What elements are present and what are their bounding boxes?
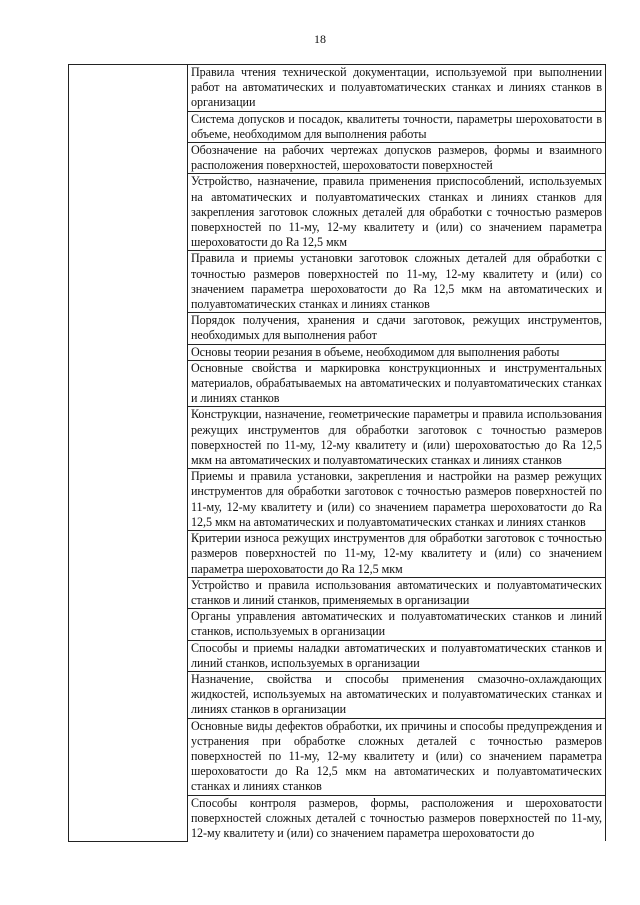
requirement-cell: Правила чтения технической документации, используемой при выполнении работ на автоматических и полуавтоматических станках и линиях станков в организации [188,65,606,112]
label-column-cell [69,65,188,842]
requirement-cell: Конструкции, назначение, геометрические параметры и правила использования режущих инструментов для обработки заготовок с точностью размеров поверхностей по 11-му, 12-му квалитету и (или) шероховатостью до Ra 12,5 мкм на автоматических и полуавтоматических станках и линиях станков [188,407,606,469]
requirement-cell: Обозначение на рабочих чертежах допусков размеров, формы и взаимного расположения поверхностей, шероховатости поверхностей [188,143,606,174]
table-row [69,65,606,112]
requirement-cell: Критерии износа режущих инструментов для обработки заготовок с точностью размеров поверхностей по 11-му, 12-му квалитету и (или) со значением параметра шероховатости до Ra 12,5 мкм [188,531,606,578]
requirement-cell: Приемы и правила установки, закрепления и настройки на размер режущих инструментов для обработки заготовок с точностью размеров поверхностей по 11-му, 12-му квалитету и (или) со значением параметра шероховатости до Ra 12,5 мкм на автоматических и полуавтоматических станках и линиях станков [188,469,606,531]
requirement-cell: Способы контроля размеров, формы, расположения и шероховатости поверхностей сложных деталей с точностью размеров поверхностей по 11-му, 12-му квалитету и (или) со значением параметра шероховатости до [188,795,606,841]
requirement-cell: Порядок получения, хранения и сдачи заготовок, режущих инструментов, необходимых для выполнения работ [188,313,606,344]
requirement-cell: Способы и приемы наладки автоматических и полуавтоматических станков и линий станков, используемых в организации [188,640,606,671]
requirement-cell: Назначение, свойства и способы применения смазочно-охлаждающих жидкостей, используемых на автоматических и полуавтоматических станках и линиях станков в организации [188,671,606,718]
knowledge-requirements-table [68,64,606,842]
requirement-cell: Основные свойства и маркировка конструкционных и инструментальных материалов, обрабатываемых на автоматических и полуавтоматических станках и линиях станков [188,360,606,407]
requirement-cell: Система допусков и посадок, квалитеты точности, параметры шероховатости в объеме, необходимом для выполнения работы [188,111,606,142]
page-number: 18 [314,32,326,46]
requirement-cell: Органы управления автоматических и полуавтоматических станков и линий станков, используемых в организации [188,609,606,640]
requirement-cell: Основы теории резания в объеме, необходимом для выполнения работы [188,344,606,360]
requirement-cell: Устройство, назначение, правила применения приспособлений, используемых на автоматических и полуавтоматических станках и линиях станков для закрепления заготовок сложных деталей для обработки с точностью размеров поверхностей по 11-му, 12-му квалитету и (или) со значением параметра шероховатости до Ra 12,5 мкм [188,174,606,251]
requirement-cell: Устройство и правила использования автоматических и полуавтоматических станков и линий станков, применяемых в организации [188,577,606,608]
requirement-cell: Правила и приемы установки заготовок сложных деталей для обработки с точностью размеров поверхностей по 11-му, 12-му квалитету и (или) со значением параметра шероховатости до Ra 12,5 мкм на автоматических и полуавтоматических станках и линиях станков [188,251,606,313]
requirement-cell: Основные виды дефектов обработки, их причины и способы предупреждения и устранения при обработке сложных деталей с точностью размеров поверхностей по 11-му, 12-му квалитету и (или) со значением параметра шероховатости до Ra 12,5 мкм на автоматических и полуавтоматических станках и линиях станков [188,718,606,795]
